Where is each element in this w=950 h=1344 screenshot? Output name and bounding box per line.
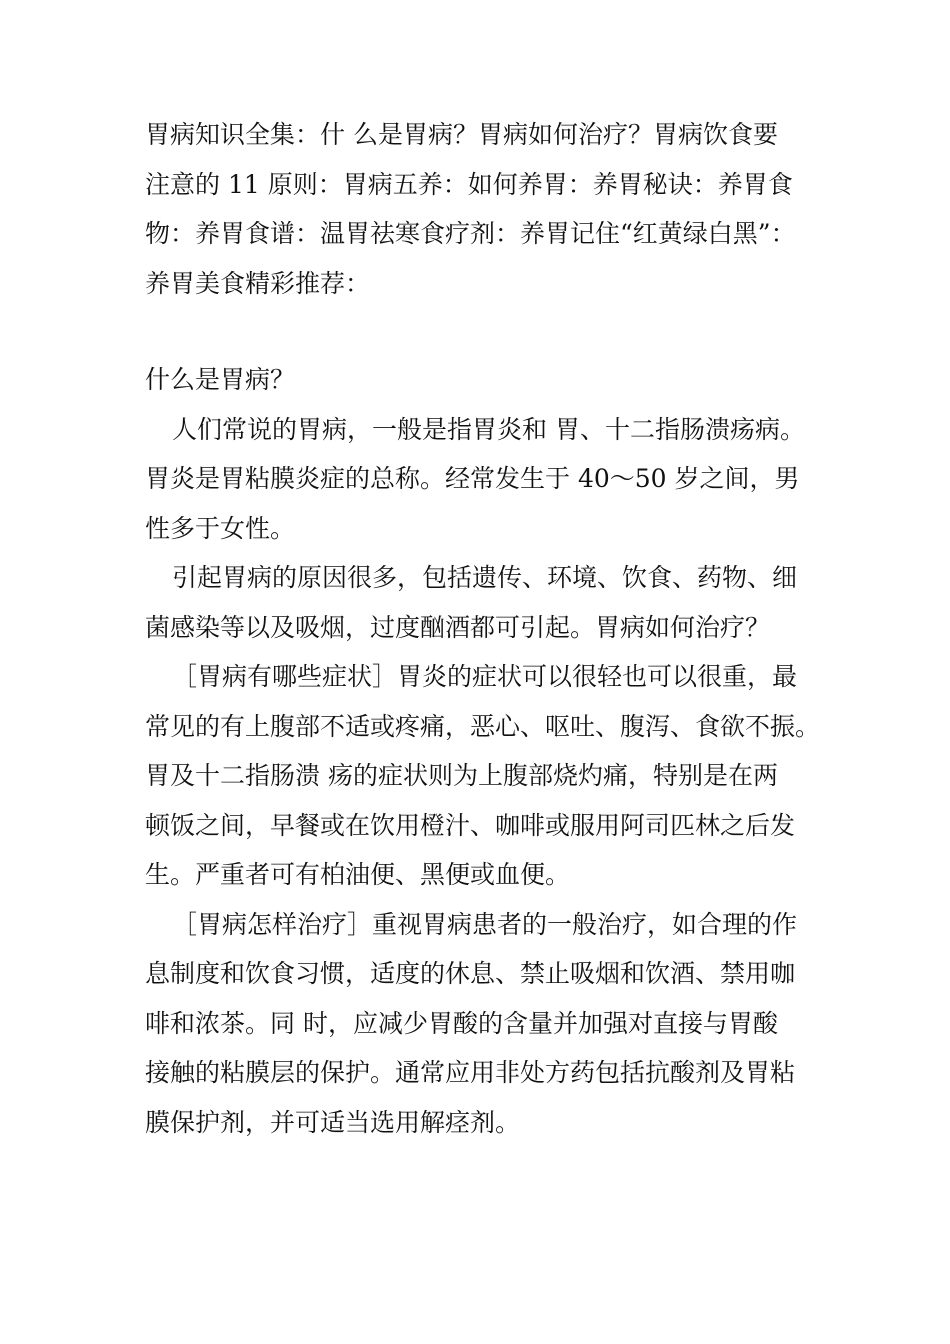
paragraph-line: 胃炎是胃粘膜炎症的总称。经常发生于 40～50 岁之间，男 [145,464,800,493]
paragraph-line: 息制度和饮食习惯，适度的休息、禁止吸烟和饮酒、禁用咖 [145,959,796,988]
paragraph-line: 胃及十二指肠溃 疡的症状则为上腹部烧灼痛，特别是在两 [145,761,778,790]
section-heading: 什么是胃病？ [145,365,296,394]
paragraph-line: 生。严重者可有柏油便、黑便或血便。 [145,860,571,889]
intro-block [145,110,810,308]
intro-line: 物：养胃食谱：温胃祛寒食疗剂：养胃记住“红黄绿白黑”： [145,219,796,248]
paragraph-line: 顿饭之间，早餐或在饮用橙汁、咖啡或服用阿司匹林之后发 [145,810,796,840]
document-page [145,110,821,1147]
paragraph-line: 常见的有上腹部不适或疼痛，恶心、呕吐、腹泻、食欲不振。 [145,711,821,741]
paragraph-4 [145,900,810,1148]
paragraph-3 [145,652,821,900]
paragraph-line: ［胃病怎样治疗］重视胃病患者的一般治疗，如合理的作 [172,909,798,939]
paragraph-line: 膜保护剂，并可适当选用解痉剂。 [145,1107,521,1137]
intro-line: 注意的 11 原则：胃病五养：如何养胃：养胃秘诀：养胃食 [145,169,793,199]
paragraph-line: 接触的粘膜层的保护。通常应用非处方药包括抗酸剂及胃粘 [145,1058,796,1087]
paragraph-2 [145,553,810,652]
paragraph-line: 性多于女性。 [145,513,296,543]
intro-line: 养胃美食精彩推荐： [145,268,371,298]
paragraph-1 [145,405,810,554]
spacer [145,308,810,355]
paragraph-line: 菌感染等以及吸烟，过度酗酒都可引起。胃病如何治疗？ [145,612,771,642]
paragraph-line: 引起胃病的原因很多，包括遗传、环境、饮食、药物、细 [172,563,798,592]
paragraph-line: 啡和浓茶。同 时，应减少胃酸的含量并加强对直接与胃酸 [145,1008,778,1038]
intro-line: 胃病知识全集：什 么是胃病？胃病如何治疗？胃病饮食要 [145,120,778,149]
paragraph-line: 人们常说的胃病，一般是指胃炎和 胃、十二指肠溃疡病。 [172,414,805,444]
paragraph-line: ［胃病有哪些症状］胃炎的症状可以很轻也可以很重，最 [172,662,798,691]
